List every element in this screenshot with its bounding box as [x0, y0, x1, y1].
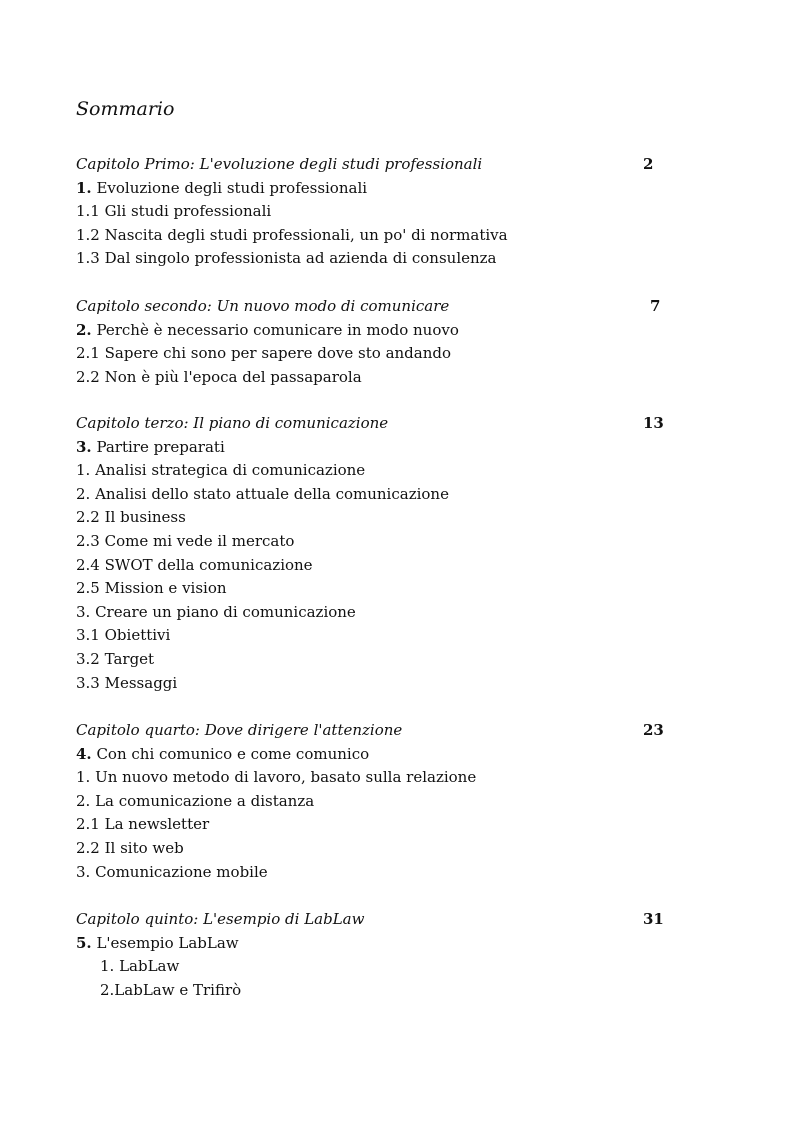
toc-entry: 2.2 Il business — [76, 508, 186, 527]
toc-entry: 1. LabLaw — [100, 957, 180, 976]
entry-number: 5. — [76, 933, 92, 952]
toc-entry: 1. Analisi strategica di comunicazione — [76, 461, 366, 480]
chapter-page-number: 13 — [643, 414, 664, 432]
chapter-heading — [76, 153, 676, 177]
toc-entry — [76, 932, 676, 956]
toc-entry: 2.2 Il sito web — [76, 838, 184, 857]
chapter-title: Capitolo quarto: Dove dirigere l'attenzione — [76, 721, 403, 739]
chapter-title: Capitolo Primo: L'evoluzione degli studi professionali — [76, 155, 483, 173]
toc-entry: 3.3 Messaggi — [76, 673, 178, 692]
entry-text: L'esempio LabLaw — [91, 933, 239, 952]
toc-entry: 1.1 Gli studi professionali — [76, 202, 272, 221]
toc-entry — [76, 177, 676, 201]
toc-entry: 2.1 La newsletter — [76, 815, 210, 834]
chapter-page-number: 7 — [650, 297, 661, 315]
chapter-page-number: 31 — [643, 910, 664, 928]
page-title: Sommario — [76, 98, 175, 120]
chapter-heading — [76, 295, 676, 319]
toc-entry: 1. Un nuovo metodo di lavoro, basato sulla relazione — [76, 768, 477, 787]
toc-entry: 2.1 Sapere chi sono per sapere dove sto andando — [76, 344, 452, 363]
toc-entry — [76, 743, 676, 767]
toc-entry: 2. La comunicazione a distanza — [76, 791, 315, 810]
entry-number: 3. — [76, 437, 92, 456]
toc-entry: 1.2 Nascita degli studi professionali, un po' di normativa — [76, 225, 508, 244]
chapter-section-4 — [76, 719, 676, 884]
entry-number: 1. — [76, 178, 92, 197]
toc-entry — [76, 319, 676, 343]
entry-text: Perchè è necessario comunicare in modo nuovo — [91, 320, 459, 339]
chapter-heading — [76, 908, 676, 932]
chapter-heading — [76, 719, 676, 743]
toc-entry: 2.4 SWOT della comunicazione — [76, 555, 313, 574]
chapter-heading — [76, 412, 676, 436]
toc-entry: 2.2 Non è più l'epoca del passaparola — [76, 367, 362, 386]
toc-entry: 2.LabLaw e Trifirò — [100, 980, 242, 999]
chapter-page-number: 2 — [643, 155, 654, 173]
toc-entry: 2. Analisi dello stato attuale della comunicazione — [76, 484, 449, 503]
chapter-section-2 — [76, 295, 676, 389]
toc-entry: 3.2 Target — [76, 649, 155, 668]
chapter-title: Capitolo quinto: L'esempio di LabLaw — [76, 910, 365, 928]
toc-entry: 1.3 Dal singolo professionista ad azienda di consulenza — [76, 249, 497, 268]
toc-entry — [76, 436, 676, 460]
chapter-page-number: 23 — [643, 721, 664, 739]
toc-entry: 3. Comunicazione mobile — [76, 862, 268, 881]
chapter-section-5 — [76, 908, 676, 1002]
entry-text: Con chi comunico e come comunico — [91, 744, 370, 763]
entry-number: 4. — [76, 744, 92, 763]
entry-text: Evoluzione degli studi professionali — [91, 178, 368, 197]
toc-entry: 2.3 Come mi vede il mercato — [76, 531, 295, 550]
chapter-title: Capitolo secondo: Un nuovo modo di comunicare — [76, 297, 450, 315]
toc-entry: 2.5 Mission e vision — [76, 579, 227, 598]
toc-entry: 3.1 Obiettivi — [76, 626, 171, 645]
chapter-section-3 — [76, 412, 676, 695]
chapter-section-1 — [76, 153, 676, 271]
entry-number: 2. — [76, 320, 92, 339]
entry-text: Partire preparati — [91, 437, 225, 456]
chapter-title: Capitolo terzo: Il piano di comunicazione — [76, 414, 389, 432]
toc-entry: 3. Creare un piano di comunicazione — [76, 602, 356, 621]
